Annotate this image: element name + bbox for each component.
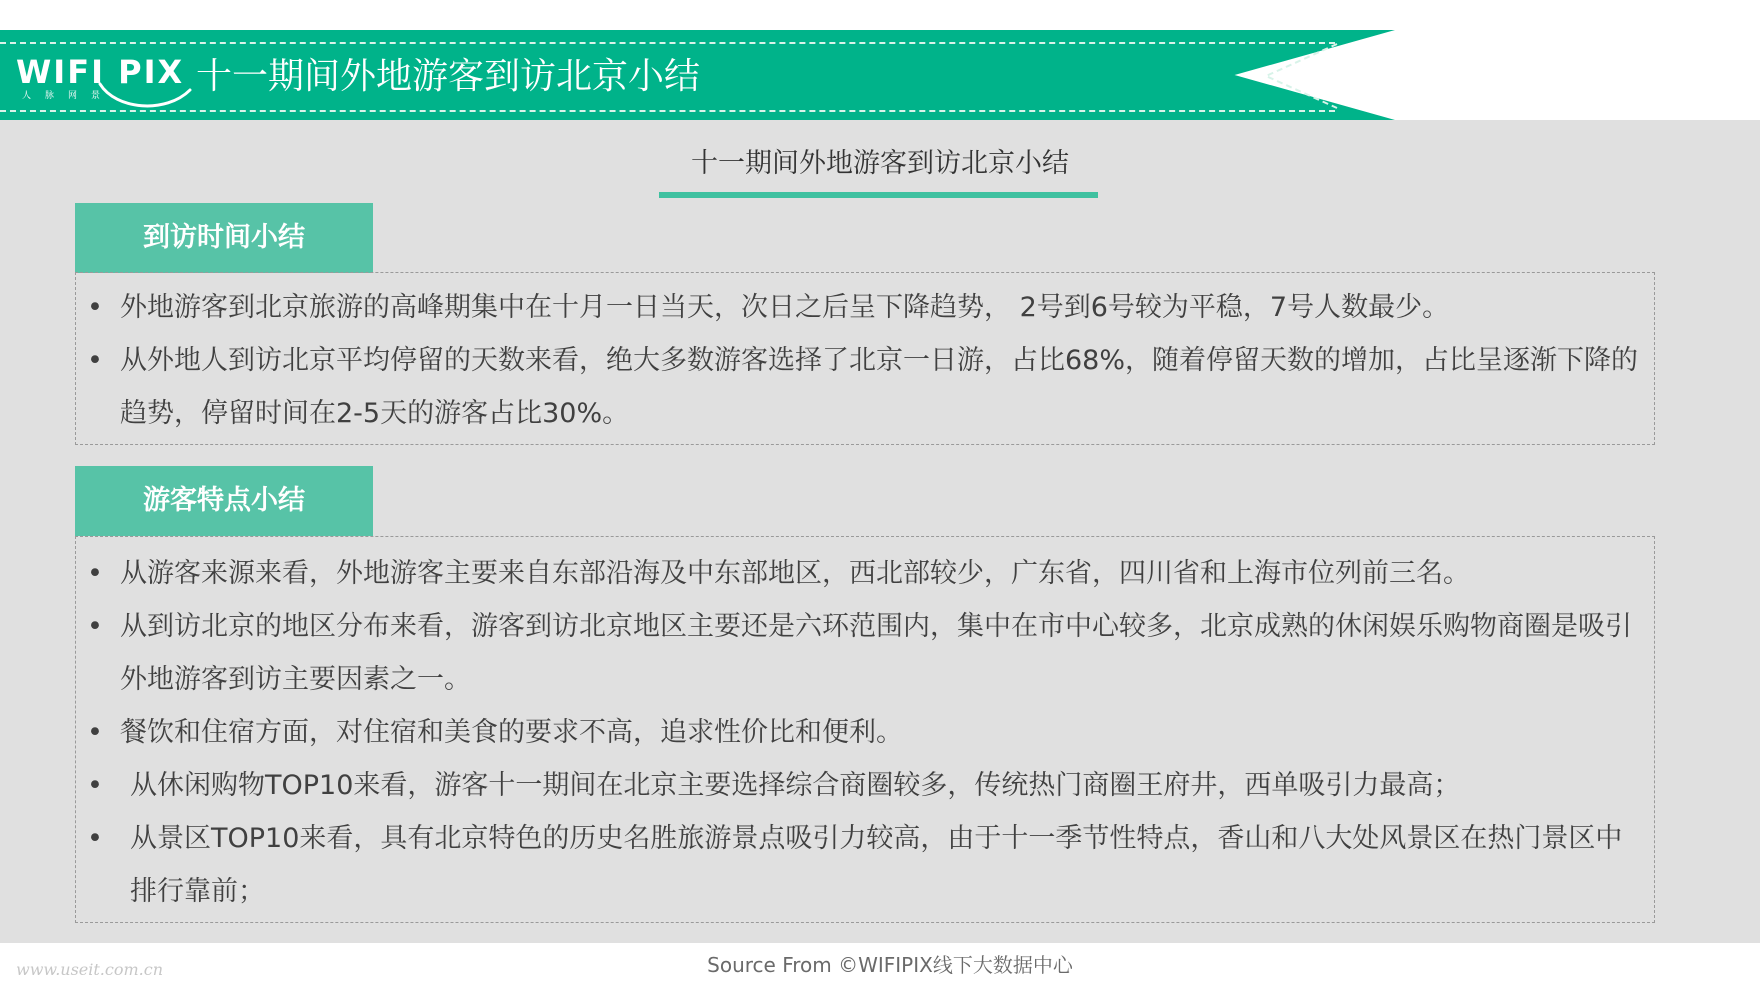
main-title-underline [659,192,1098,198]
wifipix-logo [16,50,186,114]
bullet-list [76,547,1654,918]
list-item: • 餐饮和住宿方面，对住宿和美食的要求不高，追求性价比和便利。 [76,706,1654,759]
logo-text: WIFI PIX [16,53,185,91]
section-heading-visit-time: 到访时间小结 [75,203,373,273]
section-heading-visitor-traits: 游客特点小结 [75,466,373,536]
logo-swoosh-icon [96,70,196,112]
bullet-list [76,281,1654,440]
logo-subtext: 人脉网景 [22,91,115,101]
source-footer: Source From ©WIFIPIX线下大数据中心 [707,953,1073,977]
page-title: 十一期间外地游客到访北京小结 [196,56,701,97]
banner-dashed-line-top [0,42,1335,44]
list-item: • 从游客来源来看，外地游客主要来自东部沿海及中东部地区，西北部较少，广东省，四川省和上海市位列前三名。 [76,547,1654,600]
section-main-title: 十一期间外地游客到访北京小结 [691,148,1069,179]
list-item: • 从外地人到访北京平均停留的天数来看，绝大多数游客选择了北京一日游，占比68%，随着停留天数的增加，占比呈逐渐下降的趋势，停留时间在2-5天的游客占比30%。 [76,334,1654,440]
watermark: www.useit.com.cn [16,960,164,979]
banner-chevron-icon [1262,42,1342,110]
section-box-visit-time [75,272,1655,445]
list-item: • 从景区TOP10来看，具有北京特色的历史名胜旅游景点吸引力较高，由于十一季节性特点，香山和八大处风景区在热门景区中排行靠前； [76,812,1654,918]
banner-dashed-line-bottom [0,110,1335,112]
list-item: • 外地游客到北京旅游的高峰期集中在十月一日当天，次日之后呈下降趋势， 2号到6号较为平稳，7号人数最少。 [76,281,1654,334]
list-item: • 从到访北京的地区分布来看，游客到访北京地区主要还是六环范围内，集中在市中心较多，北京成熟的休闲娱乐购物商圈是吸引外地游客到访主要因素之一。 [76,600,1654,706]
section-box-visitor-traits [75,536,1655,923]
list-item: • 从休闲购物TOP10来看，游客十一期间在北京主要选择综合商圈较多，传统热门商圈王府井，西单吸引力最高； [76,759,1654,812]
